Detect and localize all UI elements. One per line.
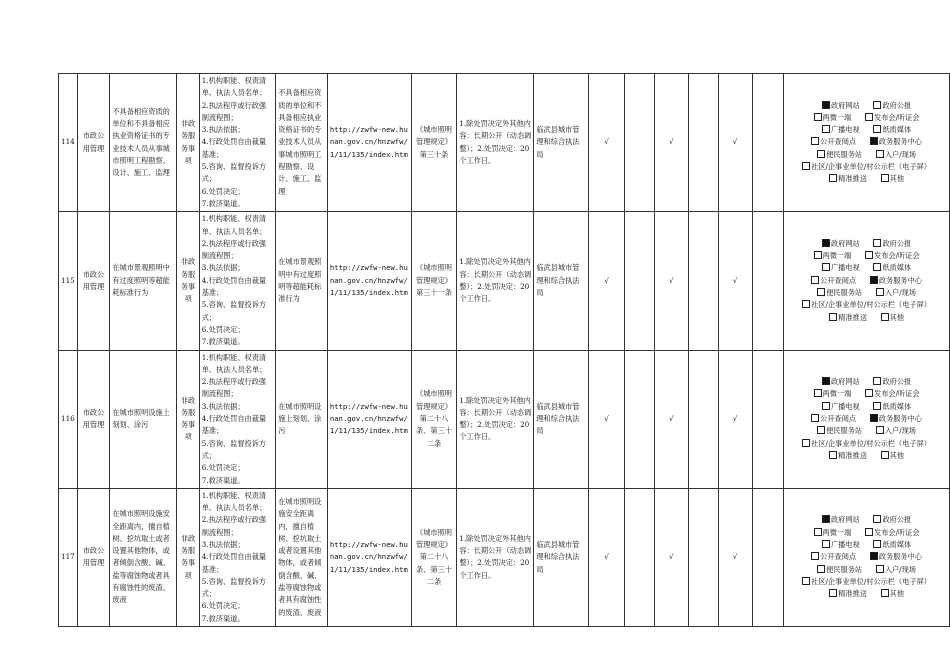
channel-line (786, 551, 947, 563)
channel-line (786, 287, 947, 299)
law-reference: 《城市照明管理规定》第二十八条、第三十二条 (411, 350, 457, 488)
channel-line (786, 250, 947, 262)
content-line: 3.执法依据； (201, 125, 245, 135)
checkbox-icon (876, 565, 884, 573)
channel-label: 入户/现场 (884, 149, 916, 159)
check-mark: √ (654, 350, 688, 488)
channel-label: 发布会/听证会 (874, 251, 920, 261)
check-mark (688, 74, 718, 212)
content-line: 1.机构职能、权责清单、执法人员名单； (201, 490, 267, 513)
content-line: 5.咨询、监督投诉方式； (201, 300, 267, 322)
checkbox-icon (873, 239, 881, 247)
checkbox-icon (817, 288, 825, 296)
department: 临武县城市管理和综合执法局 (534, 488, 589, 626)
check-mark: √ (654, 488, 688, 626)
check-mark (688, 212, 718, 350)
channel-line (786, 514, 947, 526)
check-mark: √ (589, 212, 625, 350)
category: 市政公用管理 (77, 350, 110, 488)
checkbox-icon (822, 377, 830, 385)
disclosure-table (58, 73, 950, 627)
row-number: 116 (59, 350, 78, 488)
channel-label: 其他 (889, 174, 905, 184)
time-limit: 1.除处罚决定外其他内容：长期公开（动态调整）；2.处罚决定：20个工作日。 (457, 350, 534, 488)
channel-label: 广播电视 (830, 539, 860, 549)
channel-label: 两微一端 (822, 251, 852, 261)
channel-label: 政务服务中心 (878, 552, 922, 562)
channel-line (786, 100, 947, 112)
content-line: 2.执法程序或行政强制流程图； (201, 515, 267, 537)
channel-label: 社区/企事业单位/村公示栏（电子屏） (811, 438, 931, 448)
channels (784, 350, 950, 488)
checkbox-icon (822, 239, 830, 247)
content-line: 1.机构职能、权责清单、执法人员名单； (201, 214, 267, 236)
channel-line (786, 388, 947, 400)
checkbox-icon (829, 313, 837, 321)
content-line: 4.行政处罚自由裁量基准； (201, 414, 267, 436)
channel-label: 公开查阅点 (820, 275, 857, 285)
checkbox-icon (822, 263, 830, 271)
category: 市政公用管理 (77, 488, 110, 626)
check-mark (752, 350, 784, 488)
channel-label: 精准推送 (838, 589, 867, 599)
channel-line (786, 112, 947, 124)
channel-line (786, 238, 947, 250)
checkbox-icon (822, 125, 830, 133)
channel-label: 其他 (889, 312, 905, 322)
channel-label: 便民服务站 (826, 426, 863, 436)
channel-label: 政府公报 (882, 238, 912, 248)
checkbox-icon (817, 565, 825, 573)
channel-label: 政府公报 (882, 377, 912, 387)
checkbox-icon (811, 552, 819, 560)
check-mark (752, 212, 784, 350)
channel-line (786, 262, 947, 274)
content-line: 3.执法依据； (201, 263, 245, 273)
channel-label: 发布会/听证会 (874, 112, 920, 122)
channel-line (786, 161, 947, 173)
channel-label: 纸质媒体 (882, 401, 912, 411)
content-line: 6.处罚决定； (201, 186, 245, 196)
channel-label: 纸质媒体 (882, 263, 912, 273)
content-line: 3.执法依据； (201, 401, 245, 411)
checkbox-icon (817, 150, 825, 158)
checkbox-icon (873, 540, 881, 548)
checkbox-icon (870, 552, 878, 560)
checkbox-icon (814, 528, 822, 536)
channel-label: 便民服务站 (826, 564, 863, 574)
checkbox-icon (802, 300, 810, 308)
channel-label: 入户/现场 (884, 288, 916, 298)
content-line: 3.执法依据； (201, 539, 245, 549)
channel-line (786, 425, 947, 437)
table-row (59, 212, 950, 350)
channels (784, 212, 950, 350)
checkbox-icon (811, 414, 819, 422)
check-mark (688, 488, 718, 626)
law-reference: 《城市照明管理规定》第三十一条 (411, 212, 457, 350)
channel-line (786, 576, 947, 588)
checkbox-icon (881, 313, 889, 321)
law-reference: 《城市照明管理规定》第二十八条、第三十二条 (411, 488, 457, 626)
content-line: 2.执法程序或行政强制流程图； (201, 100, 267, 122)
check-mark (752, 488, 784, 626)
table-row (59, 350, 950, 488)
content-line: 4.行政处罚自由裁量基准； (201, 275, 267, 298)
channel-label: 政府公报 (882, 100, 912, 110)
disclosure-content (199, 212, 276, 350)
row-number: 115 (59, 212, 78, 350)
checkbox-icon (802, 162, 810, 170)
checkbox-icon (829, 174, 837, 182)
content-line: 6.处罚决定； (201, 601, 245, 611)
checkbox-icon (822, 402, 830, 410)
content-line: 5.咨询、监督投诉方式； (201, 576, 267, 599)
checkbox-icon (870, 414, 878, 422)
check-mark (624, 350, 654, 488)
content-line: 6.处罚决定； (201, 324, 245, 334)
channel-label: 纸质媒体 (882, 539, 912, 549)
row-number: 117 (59, 488, 78, 626)
matter-item: 在城市照明设施上刻划、涂污 (110, 350, 177, 488)
checkbox-icon (881, 174, 889, 182)
check-mark (688, 350, 718, 488)
check-mark: √ (589, 74, 625, 212)
channel-line (786, 564, 947, 576)
channel-label: 发布会/听证会 (874, 527, 920, 537)
time-limit: 1.除处罚决定外其他内容：长期公开（动态调整）；2.处罚决定：20个工作日。 (457, 488, 534, 626)
check-mark: √ (654, 212, 688, 350)
check-mark (752, 74, 784, 212)
channel-label: 政府网站 (830, 377, 860, 387)
checkbox-icon (817, 426, 825, 434)
channel-line (786, 275, 947, 287)
checkbox-icon (865, 113, 873, 121)
channel-label: 入户/现场 (884, 564, 916, 574)
row-number: 114 (59, 74, 78, 212)
checkbox-icon (873, 402, 881, 410)
check-mark: √ (718, 488, 752, 626)
content-line: 7.救济渠道。 (201, 475, 245, 485)
content-line: 7.救济渠道。 (201, 198, 245, 208)
checkbox-icon (811, 137, 819, 145)
content-line: 4.行政处罚自由裁量基准； (201, 552, 267, 574)
time-limit: 1.除处罚决定外其他内容：长期公开（动态调整）；2.处罚决定：20个工作日。 (457, 74, 534, 212)
checkbox-icon (873, 125, 881, 133)
legal-basis: 在城市景观照明中有过度照明等超能耗标准行为 (276, 212, 328, 350)
channel-line (786, 539, 947, 551)
checkbox-icon (811, 276, 819, 284)
checkbox-icon (865, 389, 873, 397)
channel-line (786, 450, 947, 462)
checkbox-icon (829, 589, 837, 597)
channel-label: 政府公报 (882, 515, 912, 525)
checkbox-icon (881, 589, 889, 597)
channel-label: 其他 (889, 589, 905, 599)
check-mark: √ (718, 350, 752, 488)
checkbox-icon (873, 101, 881, 109)
check-mark: √ (589, 350, 625, 488)
checkbox-icon (822, 101, 830, 109)
channel-line (786, 124, 947, 136)
legal-basis: 在城市照明设施上刻划、涂污 (276, 350, 328, 488)
department: 临武县城市管理和综合执法局 (534, 74, 589, 212)
channel-line (786, 136, 947, 148)
channel-label: 政府网站 (830, 100, 860, 110)
content-line: 2.执法程序或行政强制流程图； (201, 377, 267, 399)
channel-line (786, 413, 947, 425)
checkbox-icon (814, 389, 822, 397)
legal-basis: 不具备相应资质的单位和不具备相应执业资格证书的专业技术人员从事城市照明工程勘察、设计、施工、监理 (276, 74, 328, 212)
url-link: http://zwfw-new.hunan.gov.cn/hnzwfw/1/11/135/index.htm (327, 488, 411, 626)
checkbox-icon (822, 515, 830, 523)
channels (784, 488, 950, 626)
channel-label: 纸质媒体 (882, 125, 912, 135)
checkbox-icon (822, 540, 830, 548)
table-row (59, 74, 950, 212)
checkbox-icon (873, 263, 881, 271)
channel-label: 社区/企事业单位/村公示栏（电子屏） (811, 300, 931, 310)
disclosure-content (199, 350, 276, 488)
url-link: http://zwfw-new.hunan.gov.cn/hnzwfw/1/11/135/index.htm (327, 350, 411, 488)
check-mark (624, 212, 654, 350)
matter-item: 在城市景观照明中有过度照明等超能耗标准行为 (110, 212, 177, 350)
channel-label: 广播电视 (830, 263, 860, 273)
channel-line (786, 299, 947, 311)
checkbox-icon (876, 150, 884, 158)
channel-label: 两微一端 (822, 389, 852, 399)
url-link: http://zwfw-new.hunan.gov.cn/hnzwfw/1/11/135/index.htm (327, 74, 411, 212)
disclosure-content (199, 488, 276, 626)
matter-type: 非政务服务事项 (177, 488, 199, 626)
check-mark: √ (718, 212, 752, 350)
content-line: 1.机构职能、权责清单、执法人员名单； (201, 76, 267, 98)
matter-type: 非政务服务事项 (177, 350, 199, 488)
checkbox-icon (865, 251, 873, 259)
legal-basis: 在城市照明设施安全距离内，擅自植树、挖坑取土或者设置其他物体，或者倾倒含酸、碱、盐等腐蚀物或者具有腐蚀性的废渣、废液 (276, 488, 328, 626)
category: 市政公用管理 (77, 74, 110, 212)
channel-label: 便民服务站 (826, 288, 863, 298)
channel-label: 精准推送 (838, 174, 867, 184)
channel-label: 两微一端 (822, 527, 852, 537)
channel-line (786, 588, 947, 600)
channel-label: 政务服务中心 (878, 137, 922, 147)
table-body (59, 74, 950, 627)
checkbox-icon (873, 515, 881, 523)
channel-label: 公开查阅点 (820, 552, 857, 562)
check-mark (624, 74, 654, 212)
channel-label: 精准推送 (838, 312, 867, 322)
checkbox-icon (870, 137, 878, 145)
channel-label: 广播电视 (830, 401, 860, 411)
content-line: 7.救济渠道。 (201, 613, 245, 623)
checkbox-icon (876, 426, 884, 434)
channel-label: 社区/企事业单位/村公示栏（电子屏） (811, 162, 931, 172)
matter-type: 非政务服务事项 (177, 212, 199, 350)
content-line: 7.救济渠道。 (201, 337, 245, 347)
checkbox-icon (870, 276, 878, 284)
content-line: 2.执法程序或行政强制流程图； (201, 238, 267, 261)
department: 临武县城市管理和综合执法局 (534, 212, 589, 350)
channel-label: 发布会/听证会 (874, 389, 920, 399)
url-link: http://zwfw-new.hunan.gov.cn/hnzwfw/1/11/135/index.htm (327, 212, 411, 350)
channel-line (786, 149, 947, 161)
channel-label: 政府网站 (830, 515, 860, 525)
channel-label: 便民服务站 (826, 149, 863, 159)
checkbox-icon (814, 113, 822, 121)
channel-label: 社区/企事业单位/村公示栏（电子屏） (811, 576, 931, 586)
law-reference: 《城市照明管理规定》第三十条 (411, 74, 457, 212)
channel-label: 公开查阅点 (820, 414, 857, 424)
matter-type: 非政务服务事项 (177, 74, 199, 212)
matter-item: 不具备相应资质的单位和不具备相应执业资格证书的专业技术人员从事城市照明工程勘察、设计、施工、监理 (110, 74, 177, 212)
time-limit: 1.除处罚决定外其他内容：长期公开（动态调整）；2.处罚决定：20个工作日。 (457, 212, 534, 350)
checkbox-icon (814, 251, 822, 259)
channel-label: 政务服务中心 (878, 414, 922, 424)
checkbox-icon (881, 451, 889, 459)
channel-label: 两微一端 (822, 112, 852, 122)
checkbox-icon (829, 451, 837, 459)
check-mark: √ (589, 488, 625, 626)
checkbox-icon (802, 577, 810, 585)
table-row (59, 488, 950, 626)
check-mark: √ (718, 74, 752, 212)
channel-label: 政府网站 (830, 238, 860, 248)
channel-line (786, 401, 947, 413)
disclosure-content (199, 74, 276, 212)
content-line: 5.咨询、监督投诉方式； (201, 438, 267, 460)
channel-line (786, 438, 947, 450)
matter-item: 在城市照明设施安全距离内，擅自植树、挖坑取土或者设置其他物体，或者倾倒含酸、碱、盐等腐蚀物或者具有腐蚀性的废渣、废液 (110, 488, 177, 626)
checkbox-icon (865, 528, 873, 536)
check-mark (624, 488, 654, 626)
channel-line (786, 312, 947, 324)
department: 临武县城市管理和综合执法局 (534, 350, 589, 488)
channel-line (786, 376, 947, 388)
content-line: 6.处罚决定； (201, 463, 245, 473)
channel-label: 精准推送 (838, 450, 867, 460)
channel-label: 公开查阅点 (820, 137, 857, 147)
checkbox-icon (876, 288, 884, 296)
channel-line (786, 527, 947, 539)
checkbox-icon (873, 377, 881, 385)
content-line: 5.咨询、监督投诉方式； (201, 162, 267, 184)
channels (784, 74, 950, 212)
check-mark: √ (654, 74, 688, 212)
channel-label: 其他 (889, 450, 905, 460)
checkbox-icon (802, 439, 810, 447)
category: 市政公用管理 (77, 212, 110, 350)
channel-line (786, 173, 947, 185)
content-line: 1.机构职能、权责清单、执法人员名单； (201, 352, 267, 374)
content-line: 4.行政处罚自由裁量基准； (201, 137, 267, 159)
channel-label: 入户/现场 (884, 426, 916, 436)
channel-label: 广播电视 (830, 125, 860, 135)
channel-label: 政务服务中心 (878, 275, 922, 285)
